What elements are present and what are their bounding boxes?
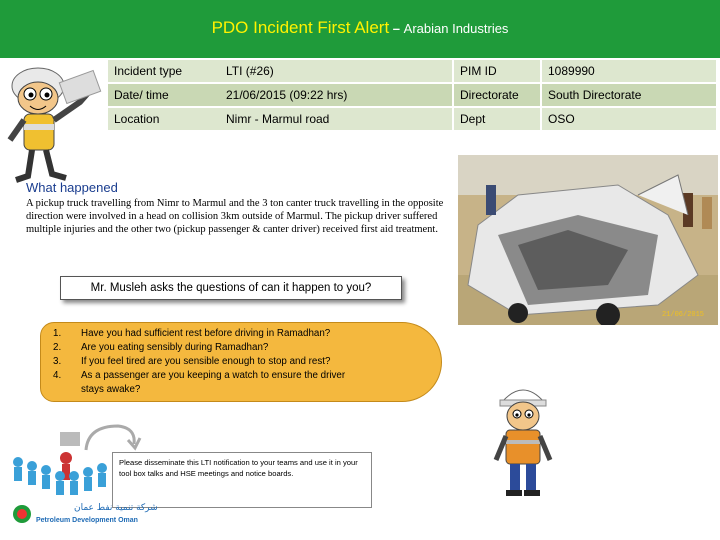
- title-main: PDO Incident First Alert: [211, 18, 390, 37]
- logo-text: Petroleum Development Oman: [36, 517, 138, 524]
- cell-value: Nimr - Marmul road: [220, 107, 453, 131]
- logo-arabic-text: شركة تنمية نفط عمان: [74, 503, 158, 513]
- pdo-logo: [10, 500, 170, 530]
- cell-label: Incident type: [108, 60, 220, 83]
- title-company: Arabian Industries: [403, 21, 509, 36]
- what-happened-heading: What happened: [26, 180, 118, 195]
- list-item: 4. As a passenger are you keeping a watch to ensure the driver: [53, 370, 346, 381]
- cell-value: 1089990: [541, 60, 716, 83]
- crash-scene-image: [458, 155, 718, 325]
- dissemination-notice: Please disseminate this LTI notification to your teams and use it in your tool box talks and HSE meetings and notice boards.: [112, 452, 372, 508]
- cell-value: South Directorate: [541, 83, 716, 107]
- cell-label: PIM ID: [453, 60, 541, 83]
- cell-value: 21/06/2015 (09:22 hrs): [220, 83, 453, 107]
- table-row: [108, 107, 716, 131]
- list-item: stays awake?: [81, 384, 141, 395]
- cell-label: Directorate: [453, 83, 541, 107]
- header-bar: [0, 0, 720, 58]
- what-happened-text: A pickup truck travelling from Nimr to Marmul and the 3 ton canter truck travelling in the opposite direction were involved in a head on collision 3km outside of Marmul. The pickup driver suffered multiple injuries and the other two (pickup passenger & canter driver) received first aid treatment.: [26, 198, 444, 235]
- list-item: 3. If you feel tired are you sensible enough to stop and rest?: [53, 356, 331, 367]
- worker-mascot-icon: [488, 380, 558, 500]
- team-crowd-icon: [8, 432, 118, 498]
- cell-label: Location: [108, 107, 220, 131]
- questions-callout: [40, 322, 442, 402]
- cell-label: Date/ time: [108, 83, 220, 107]
- incident-info-table: [108, 60, 716, 132]
- cell-value: OSO: [541, 107, 716, 131]
- photo-date-stamp: 21/06/2015: [661, 311, 704, 319]
- mascot-cartoon-icon: [2, 58, 106, 184]
- table-row: [108, 83, 716, 107]
- question-banner: Mr. Musleh asks the questions of can it happen to you?: [60, 276, 402, 300]
- list-item: 2. Are you eating sensibly during Ramadhan?: [53, 342, 269, 353]
- list-item: 1. Have you had sufficient rest before driving in Ramadhan?: [53, 328, 331, 339]
- cell-value: LTI (#26): [220, 60, 453, 83]
- cell-label: Dept: [453, 107, 541, 131]
- table-row: [108, 60, 716, 83]
- crash-photo: [458, 155, 718, 325]
- title-separator: –: [389, 21, 404, 36]
- page-title: [0, 18, 720, 38]
